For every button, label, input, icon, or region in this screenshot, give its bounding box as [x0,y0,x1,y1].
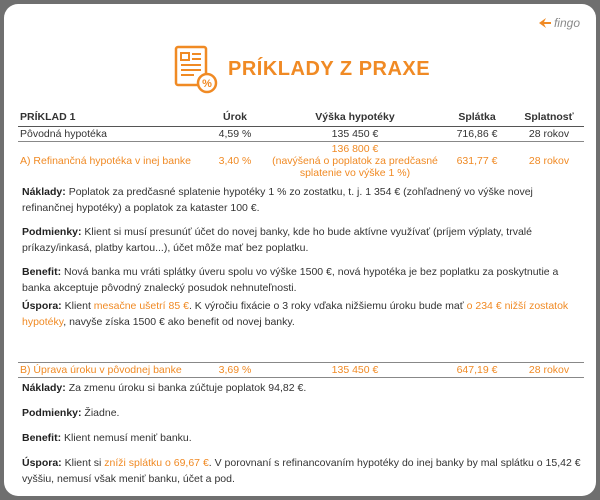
saving-text: . K výročiu fixácie o 3 roky vďaka nižšiemu úroku bude mať [188,300,467,312]
row-term: 28 rokov [514,127,584,142]
content-card [4,4,596,496]
row-label: A) Refinančná hypotéka v inej banke [20,155,192,167]
conditions-text: Žiadne. [81,407,120,419]
row-label: B) Úprava úroku v pôvodnej banke [18,363,200,378]
row-amount [270,142,440,181]
conditions-text: Klient si musí presunúť účet do novej banky, kde ho bude aktívne využívať (príjem výplaty, trvalé príkazy/inkasá, platby kartou...), účet môže mať bez poplatku. [22,226,532,254]
fingo-arrow-icon [538,17,552,29]
example2-table [18,362,584,378]
row-rate: 3,69 % [200,363,270,378]
example1-table [18,110,584,180]
row-label: Pôvodná hypotéka [18,127,200,142]
costs-text: Za zmenu úroku si banka zúčtuje poplatok 94,82 €. [65,382,307,394]
costs-text: Poplatok za predčasné splatenie hypotéky 1 % zo zostatku, t. j. 1 354 € (zohľadnený vo výške novej refinančnej hypotéky) a poplatok za kataster 100 €. [22,186,533,214]
table-row [18,142,584,181]
row-rate: 3,40 % [218,155,252,167]
row-payment: 647,19 € [440,363,514,378]
saving-highlight: mesačne ušetrí 85 € [93,300,189,312]
amount-line: (navýšená o poplatok za predčasné [272,155,438,167]
header-example: PRÍKLAD 1 [18,110,200,127]
conditions-label: Podmienky: [22,407,82,419]
page-title: PRÍKLADY Z PRAXE [228,57,431,80]
brand-logo[interactable] [538,16,580,30]
saving-highlight: o 234 € nižší zostatok hypotéky [22,300,569,328]
svg-text:%: % [202,78,212,90]
benefit-label: Benefit: [22,266,62,278]
costs-label: Náklady: [22,382,66,394]
example1-saving [22,298,582,330]
example2-benefit [22,430,582,446]
saving-text: Klient si [61,457,105,469]
header-term: Splatnosť [514,110,584,127]
example1-costs [22,184,582,216]
amount-line: splatenie vo výške 1 %) [299,167,411,179]
benefit-text: Klient nemusí meniť banku. [61,432,192,444]
document-percent-icon [172,44,218,94]
brand-name: fingo [553,16,580,30]
example2-conditions [22,405,582,421]
table-row [18,127,584,142]
benefit-text: Nová banka mu vráti splátky úveru spolu vo výške 1500 €, nová hypotéka je bez poplatku za poskytnutie a banka akceptuje pôvodný znalecký posudok nehnuteľnosti. [22,266,559,294]
row-payment: 631,77 € [456,155,498,167]
header-payment: Splátka [440,110,514,127]
amount-line: 136 800 € [331,143,379,155]
costs-label: Náklady: [22,186,66,198]
saving-highlight: zníži splátku o 69,67 € [104,457,209,469]
example1-conditions [22,224,582,256]
example2-saving [22,455,582,487]
example2-costs [22,380,582,396]
table-row [18,363,584,378]
row-amount: 135 450 € [270,363,440,378]
saving-text: Klient [61,300,94,312]
row-payment: 716,86 € [440,127,514,142]
page-header [172,44,430,94]
header-amount: Výška hypotéky [270,110,440,127]
saving-label: Úspora: [22,457,62,469]
saving-label: Úspora: [22,300,62,312]
benefit-label: Benefit: [22,432,62,444]
row-amount: 135 450 € [270,127,440,142]
saving-text: . V porovnaní s refinancovaním hypotéky do inej banky by mal splátku o 15,42 € vyššiu, nemusí však meniť banku, účet a pod. [22,457,581,485]
example1-benefit [22,264,582,296]
conditions-label: Podmienky: [22,226,82,238]
row-rate: 4,59 % [200,127,270,142]
row-term: 28 rokov [514,363,584,378]
row-term: 28 rokov [528,155,570,167]
header-rate: Úrok [200,110,270,127]
saving-text: , navyše získa 1500 € ako benefit od novej banky. [63,316,295,328]
